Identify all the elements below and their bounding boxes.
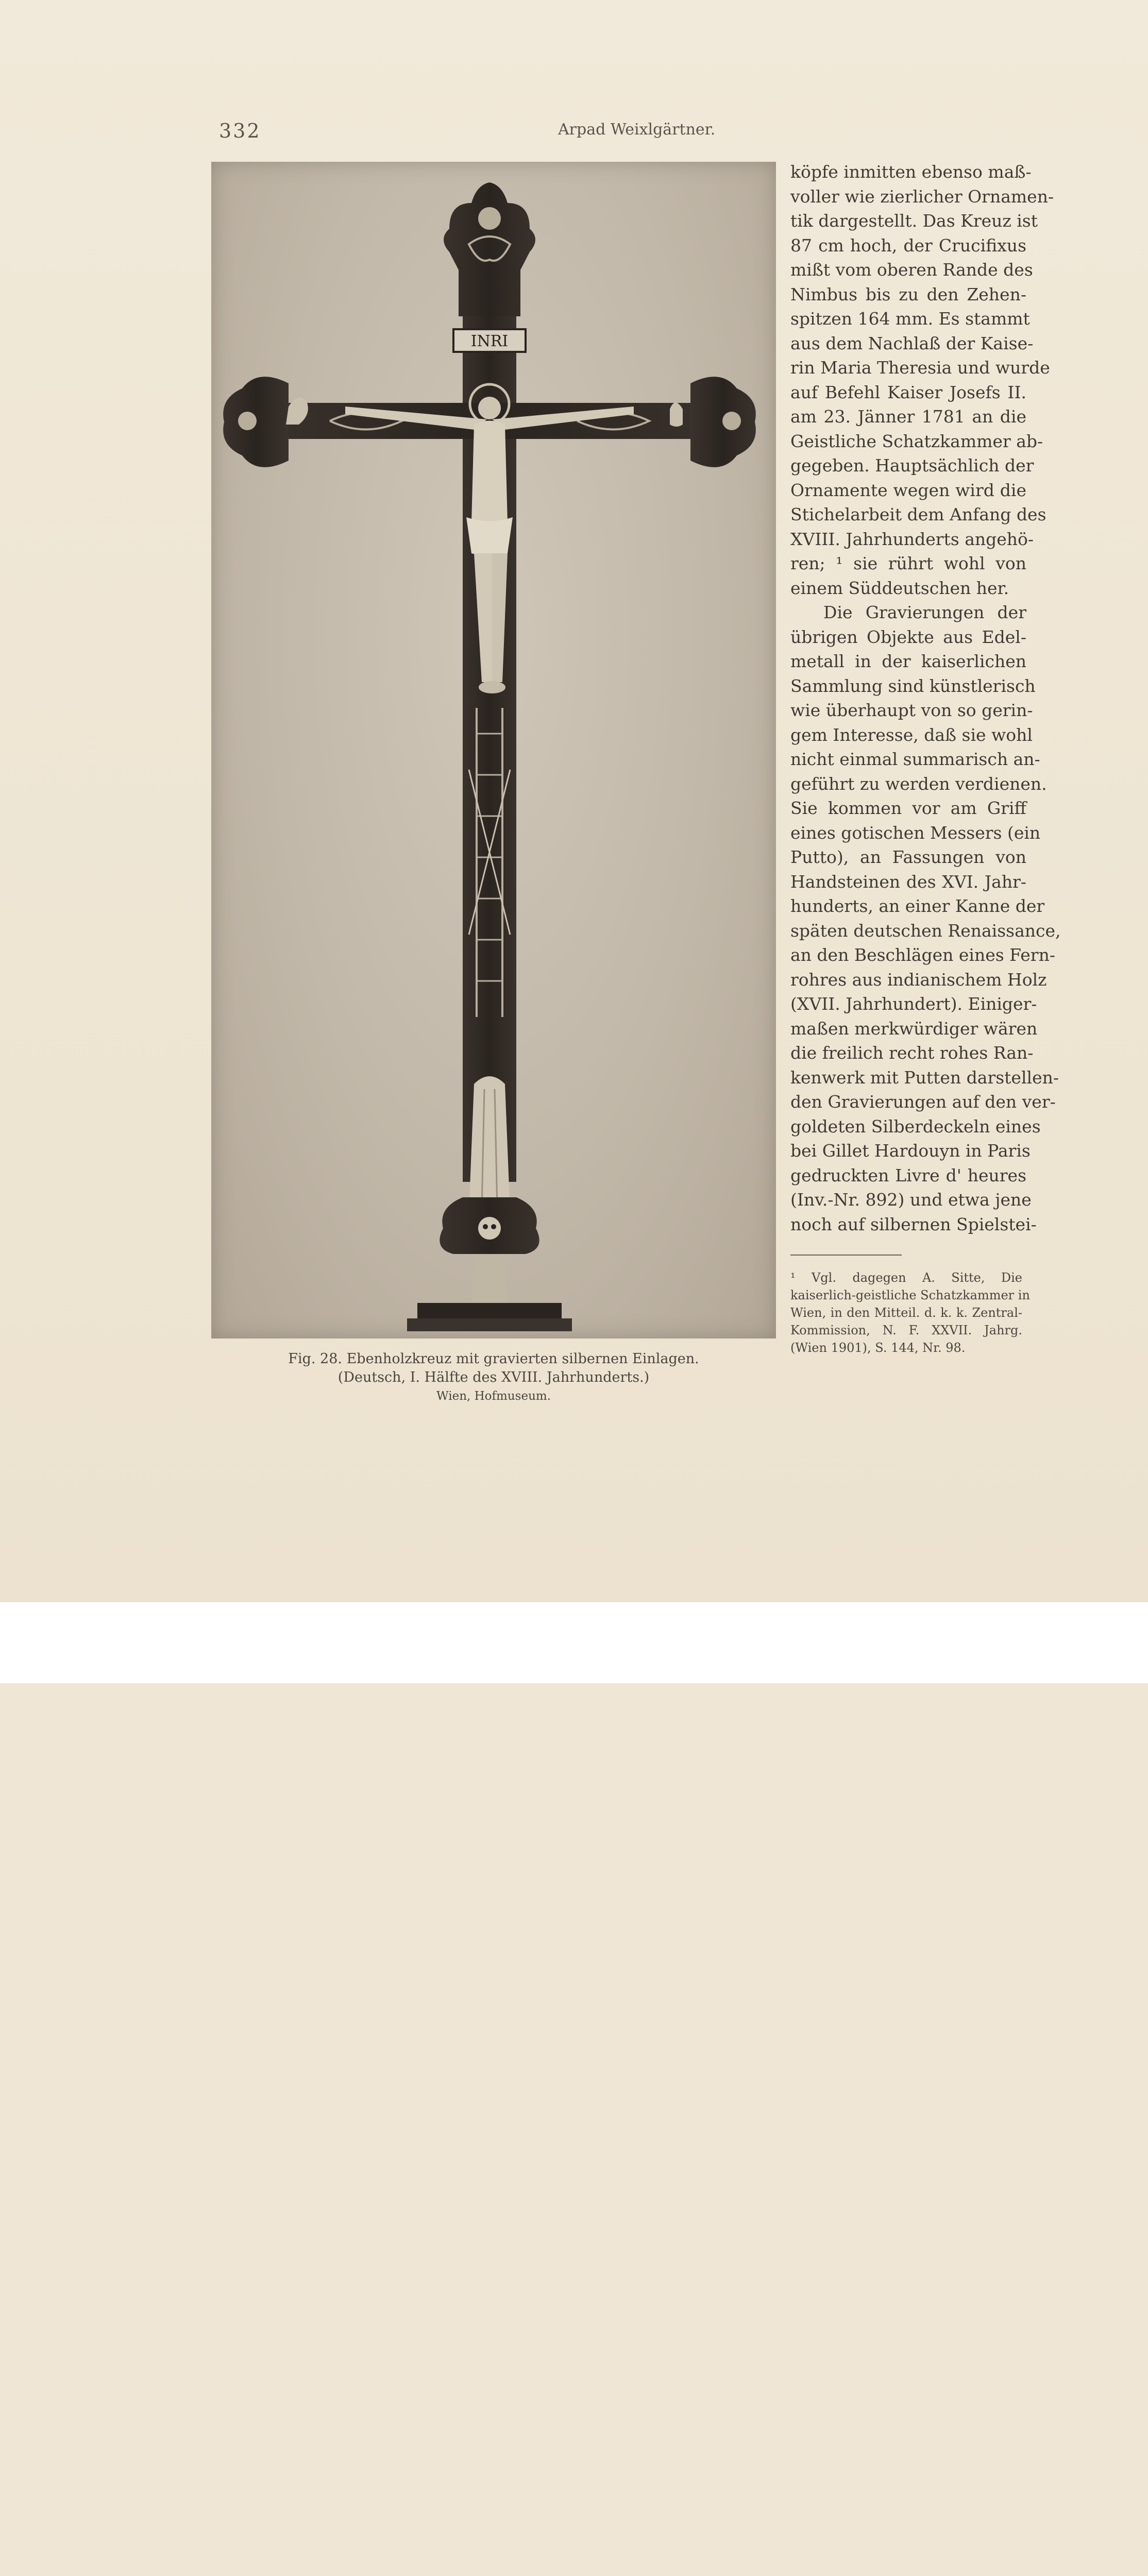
text-line: noch auf silbernen Spielstei-	[790, 1214, 1037, 1234]
text-line: Ornamente wegen wird die	[790, 480, 1026, 500]
text-line: an den Beschlägen eines Fern-	[790, 945, 1055, 965]
text-line: eines gotischen Messers (ein	[790, 822, 1041, 843]
feet	[479, 681, 505, 693]
moon-face-ornament	[722, 412, 741, 430]
text-line: auf Befehl Kaiser Josefs II.	[790, 382, 1026, 402]
text-line: Nimbus bis zu den Zehen-	[790, 284, 1026, 304]
text-line: köpfe inmitten ebenso maß-	[790, 162, 1032, 182]
footnote-line: (Wien 1901), S. 144, Nr. 98.	[790, 1341, 966, 1355]
caption-location: Wien, Hofmuseum.	[436, 1389, 551, 1403]
text-line: den Gravierungen auf den ver-	[790, 1092, 1056, 1112]
text-line: (XVII. Jahrhundert). Einiger-	[790, 994, 1037, 1014]
text-line: einem Süddeutschen her.	[790, 578, 1009, 598]
footnote-line: Kommission, N. F. XXVII. Jahrg.	[790, 1323, 1022, 1337]
text-line: XVIII. Jahrhunderts angehö-	[790, 529, 1034, 549]
text-line: hunderts, an einer Kanne der	[790, 896, 1045, 916]
text-line: ren; ¹ sie rührt wohl von	[790, 553, 1026, 573]
text-line: Stichelarbeit dem Anfang des	[790, 504, 1046, 524]
footnote	[790, 1269, 1030, 1357]
text-line: rin Maria Theresia und wurde	[790, 358, 1050, 378]
text-line: Sammlung sind künstlerisch	[790, 675, 1036, 696]
text-line: tik dargestellt. Das Kreuz ist	[790, 211, 1038, 231]
text-line: maßen merkwürdiger wären	[790, 1018, 1038, 1039]
caption-title: Fig. 28. Ebenholzkreuz mit gravierten silbernen Einlagen.	[288, 1351, 699, 1367]
text-line: nicht einmal summarisch an-	[790, 749, 1040, 769]
text-line: am 23. Jänner 1781 an die	[790, 406, 1026, 427]
footnote-line: kaiserlich-geistliche Schatzkammer in	[790, 1288, 1030, 1302]
text-line: spitzen 164 mm. Es stammt	[790, 309, 1030, 329]
text-line: Die Gravierungen der	[823, 602, 1026, 622]
torso	[471, 421, 508, 528]
text-line: Putto), an Fassungen von	[790, 847, 1026, 867]
digitization-footer	[0, 1602, 1148, 1683]
sun-face-ornament	[238, 412, 257, 430]
running-head: Arpad Weixlgärtner.	[558, 121, 716, 139]
text-line: mißt vom oberen Rande des	[790, 260, 1033, 280]
cross-plinth	[407, 1318, 572, 1331]
body-text	[790, 160, 1061, 1236]
text-line: gedruckten Livre d' heures	[790, 1165, 1026, 1185]
cross-base	[417, 1303, 562, 1318]
text-line: voller wie zierlicher Ornamen-	[790, 186, 1054, 207]
footnote-line: ¹ Vgl. dagegen A. Sitte, Die	[790, 1270, 1022, 1285]
text-line: rohres aus indianischem Holz	[790, 969, 1047, 990]
text-line: goldeten Silberdeckeln eines	[790, 1116, 1041, 1137]
text-line: gegeben. Hauptsächlich der	[790, 455, 1034, 476]
text-line: Handsteinen des XVI. Jahr-	[790, 871, 1026, 892]
footnote-divider	[790, 1255, 902, 1256]
text-line: Sie kommen vor am Griff	[790, 798, 1026, 818]
text-line: aus dem Nachlaß der Kaise-	[790, 333, 1034, 353]
text-line: kenwerk mit Putten darstellen-	[790, 1067, 1059, 1088]
caption-dating: (Deutsch, I. Hälfte des XVIII. Jahrhunderts.)	[337, 1369, 650, 1385]
chalice-ornament	[670, 403, 683, 427]
text-line: (Inv.-Nr. 892) und etwa jene	[790, 1190, 1032, 1210]
figure-plate	[211, 162, 776, 1338]
text-line: bei Gillet Hardouyn in Paris	[790, 1141, 1031, 1161]
text-line: gem Interesse, daß sie wohl	[790, 724, 1033, 745]
crucifix-illustration	[211, 162, 776, 1338]
figure-caption	[211, 1350, 776, 1405]
robe-engraving	[469, 1076, 510, 1213]
text-line: übrigen Objekte aus Edel-	[790, 626, 1026, 647]
text-line: späten deutschen Renaissance,	[790, 920, 1061, 941]
text-line: wie überhaupt von so gerin-	[790, 700, 1033, 720]
inri-text: INRI	[470, 332, 509, 350]
cherub-head-ornament	[478, 207, 501, 230]
cross-top-finial	[444, 182, 535, 316]
loincloth	[466, 517, 513, 556]
text-line: geführt zu werden verdienen.	[790, 773, 1047, 794]
text-line: metall in der kaiserlichen	[790, 651, 1026, 671]
text-line: die freilich recht rohes Ran-	[790, 1043, 1034, 1063]
christ-head	[478, 397, 501, 419]
skull-ornament	[478, 1217, 501, 1240]
text-line: 87 cm hoch, der Crucifixus	[790, 235, 1026, 256]
page-number: 332	[219, 120, 261, 142]
footnote-line: Wien, in den Mitteil. d. k. k. Zentral-	[790, 1306, 1022, 1320]
text-line: Geistliche Schatzkammer ab-	[790, 431, 1043, 451]
